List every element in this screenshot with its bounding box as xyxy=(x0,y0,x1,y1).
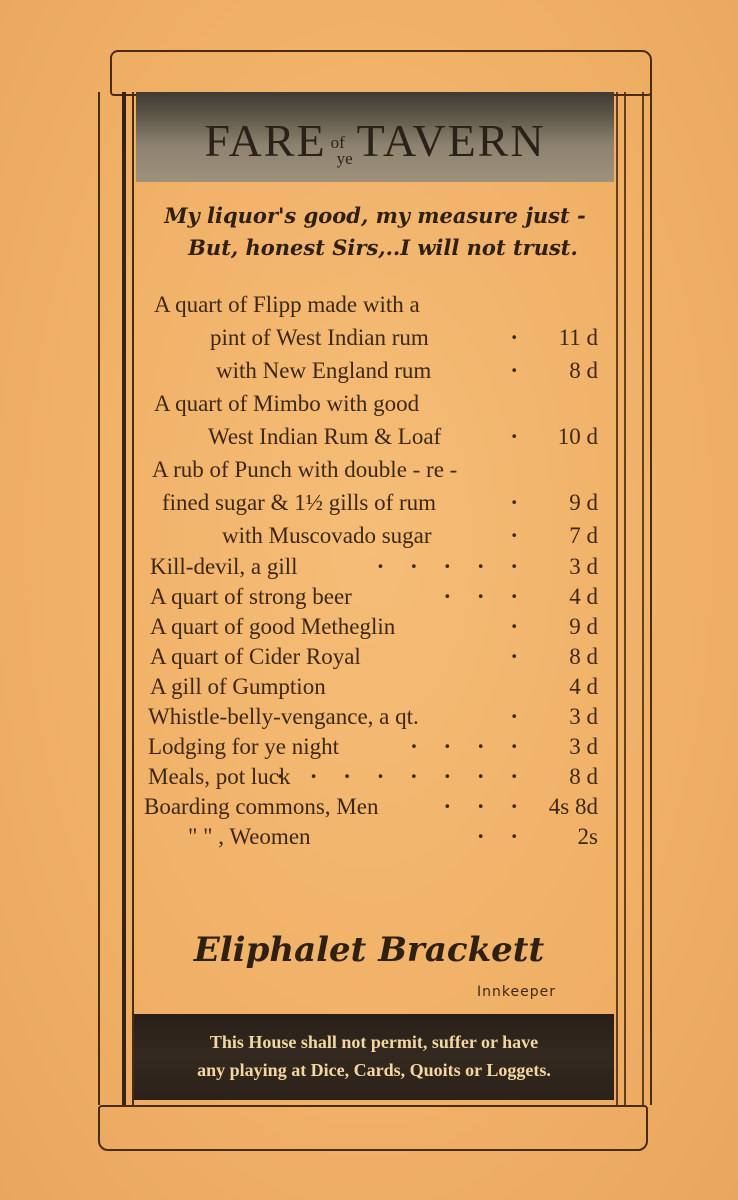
innkeeper-signature: Eliphalet Brackett xyxy=(193,930,545,970)
menu-line-description: A gill of Gumption xyxy=(150,674,326,699)
menu-line-leader-dots: · xyxy=(510,424,528,449)
bottom-rail xyxy=(98,1105,648,1151)
menu-line-description: West Indian Rum & Loaf xyxy=(208,424,442,449)
top-rail xyxy=(110,50,652,96)
innkeeper-title: Innkeeper xyxy=(477,984,556,1000)
title-word-fare: FARE xyxy=(204,114,327,166)
menu-line-description: Lodging for ye night xyxy=(148,734,339,759)
menu-line-description: Whistle-belly-vengance, a qt. xyxy=(148,704,419,729)
menu-line-leader-dots: · · · · · · · · xyxy=(276,764,528,789)
title-word-tavern: TAVERN xyxy=(356,114,546,166)
title-of: of xyxy=(330,132,345,152)
price-list xyxy=(136,288,614,852)
menu-line-description: with Muscovado sugar xyxy=(222,523,432,548)
menu-line xyxy=(136,792,614,822)
menu-line xyxy=(136,354,614,387)
right-post-outer-line xyxy=(650,92,652,1105)
menu-line xyxy=(136,387,614,420)
menu-line-leader-dots: · · · · xyxy=(410,734,528,759)
house-rules-notice xyxy=(134,1014,614,1100)
menu-line-price: 7 d xyxy=(569,523,598,548)
menu-line-price: 4 d xyxy=(569,674,598,699)
menu-line-leader-dots: · xyxy=(510,644,528,669)
menu-line-price: 8 d xyxy=(569,644,598,669)
right-post-mid-line xyxy=(624,92,626,1105)
tavern-sign-board xyxy=(136,92,614,1105)
menu-line-price: 9 d xyxy=(569,490,598,515)
menu-line-description: Meals, pot luck xyxy=(148,764,291,789)
menu-line-description: A quart of strong beer xyxy=(150,584,352,609)
menu-line-price: 3 d xyxy=(569,554,598,579)
menu-line-description: A quart of good Metheglin xyxy=(150,614,396,639)
menu-line xyxy=(136,702,614,732)
menu-line-price: 4 d xyxy=(569,584,598,609)
menu-line-price: 2s xyxy=(577,824,598,849)
menu-line xyxy=(136,642,614,672)
menu-line-description: with New England rum xyxy=(216,358,432,383)
motto xyxy=(136,200,614,264)
menu-line xyxy=(136,321,614,354)
title-ye: ye xyxy=(336,148,353,168)
menu-line-leader-dots: · · · xyxy=(443,794,528,819)
menu-line-description: A rub of Punch with double - re - xyxy=(152,457,458,482)
menu-line xyxy=(136,288,614,321)
title-of-ye xyxy=(330,132,353,168)
menu-line-leader-dots: · xyxy=(510,614,528,639)
menu-line xyxy=(136,420,614,453)
menu-line-leader-dots: · xyxy=(510,358,528,383)
menu-line-price: 8 d xyxy=(569,764,598,789)
menu-line-description: Boarding commons, Men xyxy=(144,794,379,819)
menu-line-leader-dots: · · xyxy=(476,824,528,849)
menu-line-price: 11 d xyxy=(558,325,598,350)
notice-line-1: This House shall not permit, suffer or have xyxy=(209,1032,539,1052)
menu-line xyxy=(136,552,614,582)
right-post-dashed-line xyxy=(642,92,644,1105)
menu-line-price: 4s 8d xyxy=(548,794,598,819)
left-post-inner-line xyxy=(132,92,134,1105)
right-post-inner-line xyxy=(616,92,618,1105)
menu-line xyxy=(136,822,614,852)
left-post-outer-line xyxy=(98,92,100,1105)
menu-line-leader-dots: · xyxy=(510,523,528,548)
menu-line-description: A quart of Cider Royal xyxy=(150,644,361,669)
menu-line xyxy=(136,672,614,702)
menu-line-price: 8 d xyxy=(569,358,598,383)
menu-line-description: " " , Weomen xyxy=(188,824,311,849)
sign-title xyxy=(204,114,545,175)
motto-line-2: But, honest Sirs,..I will not trust. xyxy=(188,235,578,260)
menu-line xyxy=(136,582,614,612)
title-band xyxy=(136,92,614,182)
motto-line-1: My liquor's good, my measure just - xyxy=(164,203,586,228)
menu-line-price: 9 d xyxy=(569,614,598,639)
menu-line xyxy=(136,732,614,762)
menu-line-leader-dots: · xyxy=(510,490,528,515)
menu-line-price: 3 d xyxy=(569,734,598,759)
menu-line xyxy=(136,486,614,519)
menu-line-price: 10 d xyxy=(557,424,598,449)
menu-line xyxy=(136,453,614,486)
menu-line-leader-dots: · xyxy=(510,704,528,729)
menu-line-leader-dots: · · · xyxy=(443,584,528,609)
notice-line-2: any playing at Dice, Cards, Quoits or Loggets. xyxy=(197,1060,551,1080)
menu-line-description: fined sugar & 1½ gills of rum xyxy=(162,490,437,515)
menu-line xyxy=(136,519,614,552)
menu-line xyxy=(136,762,614,792)
menu-line-description: A quart of Flipp made with a xyxy=(154,292,420,317)
menu-line-price: 3 d xyxy=(569,704,598,729)
menu-line-description: Kill-devil, a gill xyxy=(150,554,298,579)
menu-line-description: pint of West Indian rum xyxy=(210,325,429,350)
menu-line-leader-dots: · xyxy=(510,325,528,350)
menu-line-description: A quart of Mimbo with good xyxy=(154,391,420,416)
left-post-thick-line xyxy=(122,92,126,1105)
menu-line xyxy=(136,612,614,642)
menu-line-leader-dots: · · · · · xyxy=(376,554,528,579)
